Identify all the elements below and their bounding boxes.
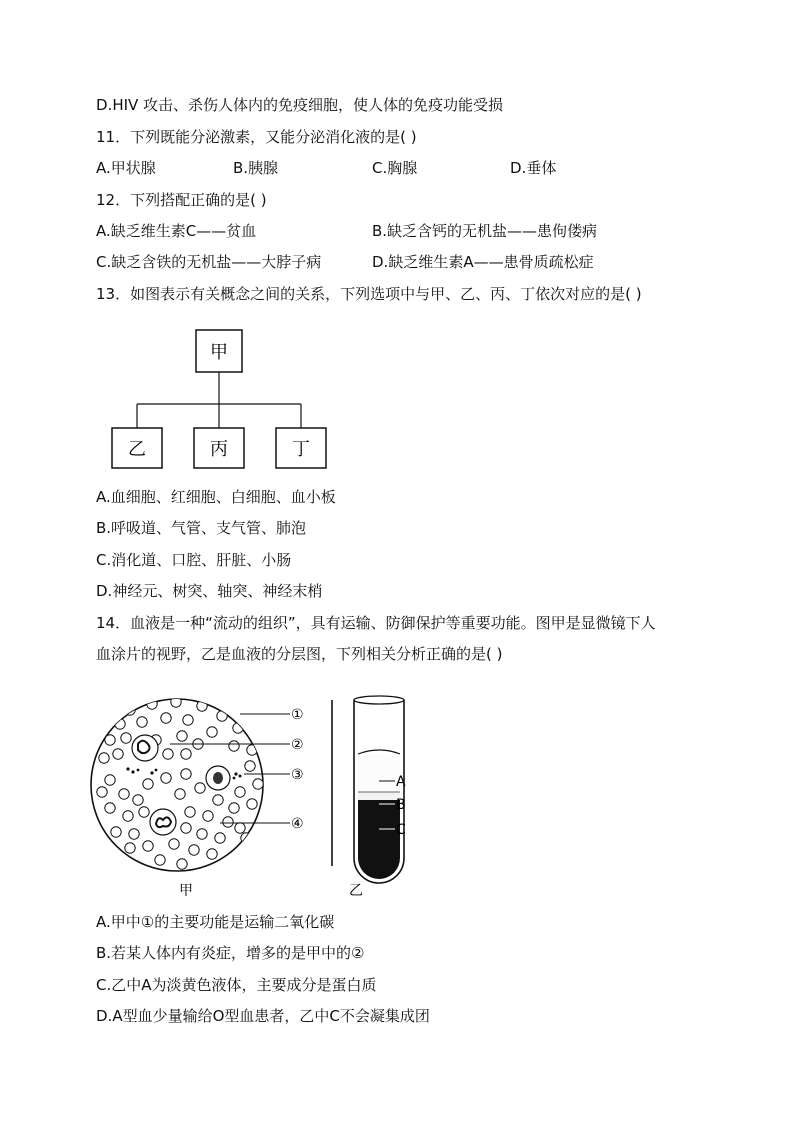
red-blood-cell xyxy=(147,699,157,709)
concept-tree-diagram xyxy=(100,322,340,472)
q12-option-c[interactable]: C.缺乏含铁的无机盐——大脖子病 xyxy=(96,253,322,271)
q12-option-d[interactable]: D.缺乏维生素A——患骨质疏松症 xyxy=(372,253,594,271)
red-blood-cell xyxy=(111,827,121,837)
red-blood-cell xyxy=(119,789,129,799)
plasma-surface xyxy=(358,750,400,754)
red-blood-cell xyxy=(105,735,115,745)
red-blood-cell xyxy=(139,807,149,817)
red-blood-cell xyxy=(161,773,171,783)
marker-3: ③ xyxy=(291,767,304,783)
red-blood-cell xyxy=(143,841,153,851)
q14-option-d[interactable]: D.A型血少量输给O型血患者，乙中C不会凝集成团 xyxy=(96,1007,430,1025)
red-blood-cell xyxy=(137,717,147,727)
question-12-stem: 12．下列搭配正确的是( ) xyxy=(96,191,267,209)
q11-option-c[interactable]: C.胸腺 xyxy=(372,159,418,177)
q11-option-d[interactable]: D.垂体 xyxy=(510,159,557,177)
red-blood-cell xyxy=(169,839,179,849)
q14-option-c[interactable]: C.乙中A为淡黄色液体，主要成分是蛋白质 xyxy=(96,976,377,994)
q13-option-d[interactable]: D.神经元、树突、轴突、神经末梢 xyxy=(96,582,323,600)
red-blood-cell xyxy=(247,799,257,809)
question-13-stem: 13．如图表示有关概念之间的关系，下列选项中与甲、乙、丙、丁依次对应的是( ) xyxy=(96,285,642,303)
question-14-stem-line1: 14．血液是一种“流动的组织”，具有运输、防御保护等重要功能。图甲是显微镜下人 xyxy=(96,614,656,632)
red-blood-cell xyxy=(229,741,239,751)
q12-option-b[interactable]: B.缺乏含钙的无机盐——患佝偻病 xyxy=(372,222,598,240)
concept-label-right: 丁 xyxy=(292,439,310,460)
marker-2: ② xyxy=(291,737,304,753)
red-blood-cell xyxy=(181,823,191,833)
concept-label-middle: 丙 xyxy=(210,439,228,460)
question-10-option-d: D.HIV 攻击、杀伤人体内的免疫细胞，使人体的免疫功能受损 xyxy=(96,96,504,114)
white-blood-cell xyxy=(150,809,176,835)
red-blood-cell xyxy=(217,711,227,721)
red-blood-cell xyxy=(155,855,165,865)
red-blood-cell xyxy=(207,727,217,737)
red-blood-cell xyxy=(113,749,123,759)
red-blood-cell xyxy=(161,713,171,723)
red-blood-cell xyxy=(121,733,131,743)
q14-option-b[interactable]: B.若某人体内有炎症，增多的是甲中的② xyxy=(96,944,365,962)
red-blood-cell xyxy=(99,753,109,763)
marker-1: ① xyxy=(291,707,304,723)
red-blood-cell xyxy=(123,811,133,821)
red-blood-cell xyxy=(177,731,187,741)
red-blood-cell xyxy=(105,803,115,813)
red-blood-cell xyxy=(245,761,255,771)
red-blood-cell xyxy=(229,803,239,813)
red-blood-cell xyxy=(97,787,107,797)
red-blood-cell xyxy=(133,795,143,805)
figure-label-jia: 甲 xyxy=(179,883,193,899)
red-blood-cell xyxy=(215,833,225,843)
red-blood-cell xyxy=(129,829,139,839)
q14-option-a[interactable]: A.甲中①的主要功能是运输二氧化碳 xyxy=(96,913,335,931)
blood-figure xyxy=(90,688,420,900)
question-14-stem-line2: 血涂片的视野，乙是血液的分层图，下列相关分析正确的是( ) xyxy=(96,645,503,663)
red-blood-cell xyxy=(105,775,115,785)
red-blood-cell xyxy=(181,749,191,759)
red-blood-cell xyxy=(223,817,233,827)
red-blood-cell xyxy=(177,859,187,869)
white-blood-cell xyxy=(206,766,230,790)
figure-label-yi: 乙 xyxy=(349,883,363,899)
tube-layer-a xyxy=(358,754,400,792)
blood-smear-view xyxy=(91,697,304,899)
layer-label-b: B xyxy=(396,797,406,813)
q11-option-a[interactable]: A.甲状腺 xyxy=(96,159,156,177)
red-blood-cell xyxy=(183,715,193,725)
red-blood-cell xyxy=(175,789,185,799)
layer-label-c: C xyxy=(396,822,406,838)
red-blood-cell xyxy=(189,845,199,855)
layer-label-a: A xyxy=(396,774,406,790)
q13-option-c[interactable]: C.消化道、口腔、肝脏、小肠 xyxy=(96,551,292,569)
marker-4: ④ xyxy=(291,816,304,832)
red-blood-cell xyxy=(203,811,213,821)
q11-option-b[interactable]: B.胰腺 xyxy=(233,159,279,177)
question-11-stem: 11．下列既能分泌激素，又能分泌消化液的是( ) xyxy=(96,128,417,146)
q13-option-b[interactable]: B.呼吸道、气管、支气管、肺泡 xyxy=(96,519,307,537)
q12-option-a[interactable]: A.缺乏维生素C——贫血 xyxy=(96,222,257,240)
tube-mouth xyxy=(354,696,404,704)
red-blood-cell xyxy=(235,823,245,833)
red-blood-cell xyxy=(253,779,263,789)
red-blood-cell xyxy=(163,749,173,759)
red-blood-cell xyxy=(181,769,191,779)
red-blood-cell xyxy=(143,779,153,789)
red-blood-cell xyxy=(235,787,245,797)
red-blood-cell xyxy=(195,783,205,793)
red-blood-cell xyxy=(185,807,195,817)
red-blood-cell xyxy=(207,849,217,859)
tube-layer-c xyxy=(358,800,400,879)
concept-label-top: 甲 xyxy=(210,342,228,363)
red-blood-cell xyxy=(213,795,223,805)
red-blood-cell xyxy=(197,829,207,839)
q13-option-a[interactable]: A.血细胞、红细胞、白细胞、血小板 xyxy=(96,488,336,506)
blood-test-tube xyxy=(330,696,420,900)
tube-layer-b xyxy=(358,792,400,800)
red-blood-cell xyxy=(125,843,135,853)
concept-label-left: 乙 xyxy=(128,439,146,460)
white-blood-cell xyxy=(132,735,158,761)
